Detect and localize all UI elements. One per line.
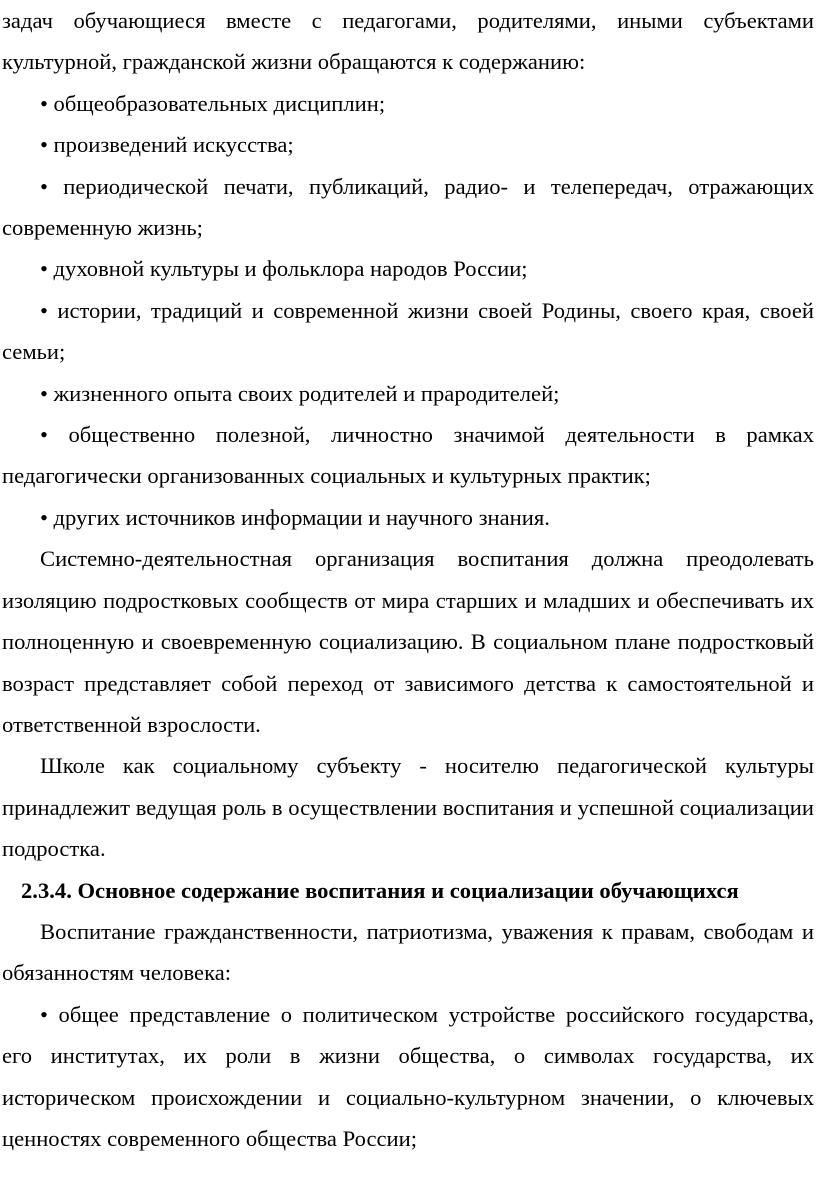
- bullet-item: • жизненного опыта своих родителей и прародителей;: [40, 380, 560, 406]
- bullet-item: • периодической печати, публикаций, радио- и телепередач, отражающих современную жизнь;: [2, 173, 814, 241]
- bullet-item: • духовной культуры и фольклора народов России;: [40, 256, 528, 282]
- bullet-item: • истории, традиций и современной жизни своей Родины, своего края, своей семьи;: [2, 297, 814, 365]
- bullet-item: • общее представление о политическом устройстве российского государства, его институтах, их роли в жизни общества, о символах государства, их историческом происхождении и социально-культурном значении, о ключевых ценностях современного общества России;: [2, 1001, 814, 1151]
- section-heading: 2.3.4. Основное содержание воспитания и социализации обучающихся: [21, 877, 739, 903]
- paragraph-citizenship: Воспитание гражданственности, патриотизма, уважения к правам, свободам и обязанностям человека:: [2, 918, 814, 986]
- bullet-item: • произведений искусства;: [40, 132, 294, 158]
- paragraph-school-role: Школе как социальному субъекту - носителю педагогической культуры принадлежит ведущая роль в осуществлении воспитания и успешной социализации подростка.: [2, 753, 814, 862]
- paragraph-intro-continuation: задач обучающиеся вместе с педагогами, родителями, иными субъектами культурной, гражданской жизни обращаются к содержанию:: [2, 8, 814, 75]
- bullet-item: • других источников информации и научного знания.: [40, 504, 550, 530]
- bullet-item: • общественно полезной, личностно значимой деятельности в рамках педагогически организованных социальных и культурных практик;: [2, 422, 814, 489]
- paragraph-system-activity: Системно-деятельностная организация воспитания должна преодолевать изоляцию подростковых сообществ от мира старших и младших и обеспечивать их полноценную и своевременную социализацию. В социальном плане подростковый возраст представляет собой переход от зависимого детства к самостоятельной и ответственной взрослости.: [2, 546, 814, 737]
- bullet-item: • общеобразовательных дисциплин;: [40, 90, 386, 116]
